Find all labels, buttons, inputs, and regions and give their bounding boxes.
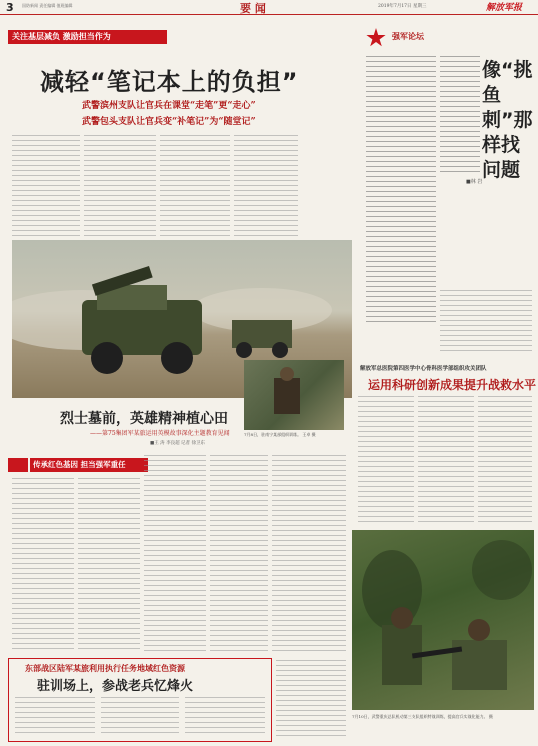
feature1-body-col-1 [12,478,74,653]
column-body-lower [440,290,532,355]
lead-subheadline-1: 武警滨州支队让官兵在课堂“走笔”更“走心” [82,101,256,111]
soldiers-training-image [352,530,534,710]
lead-headline: 减轻“笔记本上的负担” [40,68,299,96]
column-author: ■林 岩 [466,179,483,185]
issue-date: 2019年7月17日 星期三 [378,4,427,9]
lead-body-col-1 [12,135,80,255]
lead-body-col-3 [160,135,230,245]
newspaper-logo: 解放军报 [486,3,523,13]
right-story-body-col-2 [418,396,474,526]
feature2-body-col-2 [101,697,179,737]
topic-banner: 关注基层减负 激励担当作为 [8,30,167,44]
feature1-body-col-3 [144,455,206,655]
feature1-byline: ■王 涛 李良超 记者 徐卫东 [150,441,205,446]
right-story-headline: 运用科研创新成果提升战救水平 [368,378,537,392]
feature1-body-col-4 [210,455,268,655]
star-icon [366,28,386,48]
right-of-box-body [276,660,346,736]
column-body-col-1 [366,56,436,326]
feature1-body-col-5 [272,455,346,655]
flag-emblem [8,458,28,472]
feature2-headline: 驻训场上，参战老兵忆烽火 [37,679,194,694]
page-meta: 国防新闻 责任编辑 值班编辑 [22,3,73,8]
feature2-box [8,658,272,742]
feature2-kicker: 东部战区陆军某旅利用执行任务地域红色资源 [25,663,185,673]
section-title: 要 闻 [240,2,266,15]
column-body-col-2 [440,56,480,176]
bottom-photo-caption: 7月10日，武警重庆总队机动第三支队组织特战训练，提高官兵实战化能力。 摄 [352,714,493,719]
column-headline: 像“挑鱼刺”那样找问题 [482,59,533,181]
feature1-deck: ——第75集团军某旅运用英模故事深化主题教育见闻 [90,430,230,437]
lead-body-col-4 [234,135,298,245]
lead-subheadline-2: 武警包头支队让官兵变“补笔记”为“随堂记” [82,117,256,127]
lead-body-col-2 [84,135,156,255]
special-forces-photo [352,530,534,710]
right-story-body-col-1 [358,396,414,526]
feature1-headline: 烈士墓前，英雄精神植心田 [60,411,228,427]
page-number: 3 [6,1,14,14]
right-story-body-col-3 [478,396,532,526]
feature1-body-col-2 [78,478,140,653]
right-story-kicker: 解放军总医院第四医学中心骨科医学部组织攻关团队 [360,366,487,372]
masthead [0,0,538,15]
red-gene-banner: 传承红色基因 担当强军重任 [30,458,148,472]
column-section [366,28,532,328]
photo1-caption: 7月8日，驻南宁某部组织训练。 王卓 摄 [244,432,316,437]
training-photo-1 [244,360,344,430]
feature2-body-col-1 [15,697,95,737]
feature2-body-col-3 [185,697,265,737]
column-tag: 强军论坛 [392,32,424,41]
